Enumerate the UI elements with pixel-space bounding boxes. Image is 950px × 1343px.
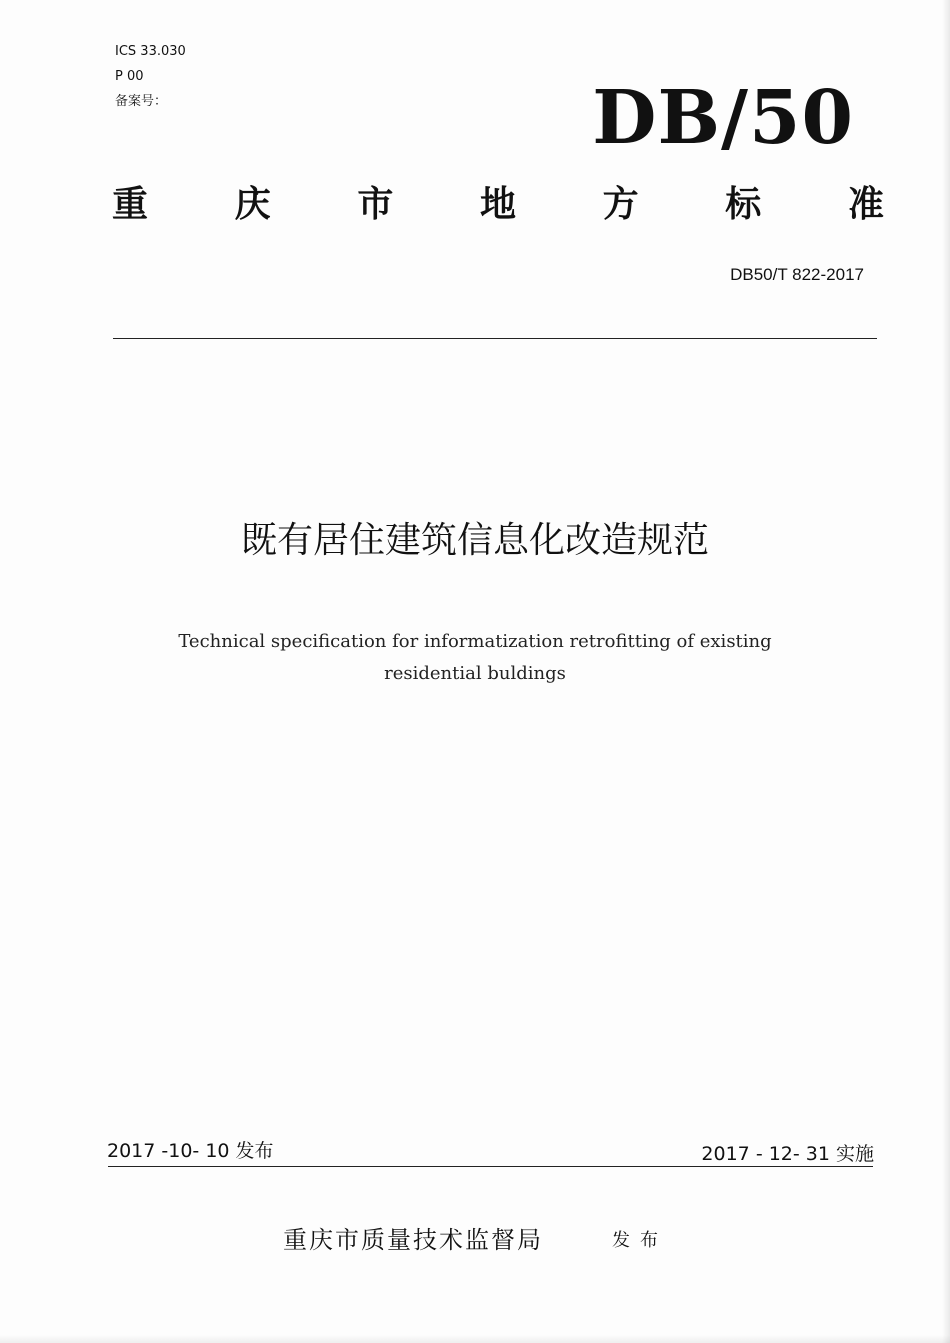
english-title-line-1: Technical specification for informatization retrofitting of existing [178, 631, 772, 652]
standard-type-char: 重 [112, 184, 149, 225]
page-bottom-shadow [0, 1335, 950, 1343]
page-edge-shadow [942, 0, 950, 1343]
standard-number: DB50/T 822-2017 [730, 265, 864, 284]
standard-type-char: 标 [725, 184, 762, 225]
filing-number-label: 备案号： [115, 94, 168, 109]
ics-code: ICS 33.030 [115, 44, 186, 59]
issue-date: 2017 -10- 10 发布 [107, 1140, 274, 1162]
standard-type-char: 方 [602, 184, 639, 225]
standard-type-char: 市 [357, 184, 394, 225]
bottom-divider [108, 1166, 873, 1167]
publish-label: 发布 [612, 1230, 668, 1251]
publisher-name: 重庆市质量技术监督局 [283, 1226, 543, 1254]
db-mark: DB/50 [592, 75, 854, 161]
top-divider [113, 338, 877, 339]
english-title [60, 626, 890, 690]
implementation-date: 2017 - 12- 31 实施 [701, 1143, 874, 1165]
standard-type-char: 准 [847, 184, 884, 225]
standard-type-char: 地 [479, 184, 516, 225]
p-code: P 00 [115, 69, 144, 84]
chinese-title: 既有居住建筑信息化改造规范 [240, 520, 709, 561]
standard-type-heading [112, 183, 884, 227]
english-title-line-2: residential buldings [384, 663, 566, 684]
standard-type-char: 庆 [234, 184, 271, 225]
